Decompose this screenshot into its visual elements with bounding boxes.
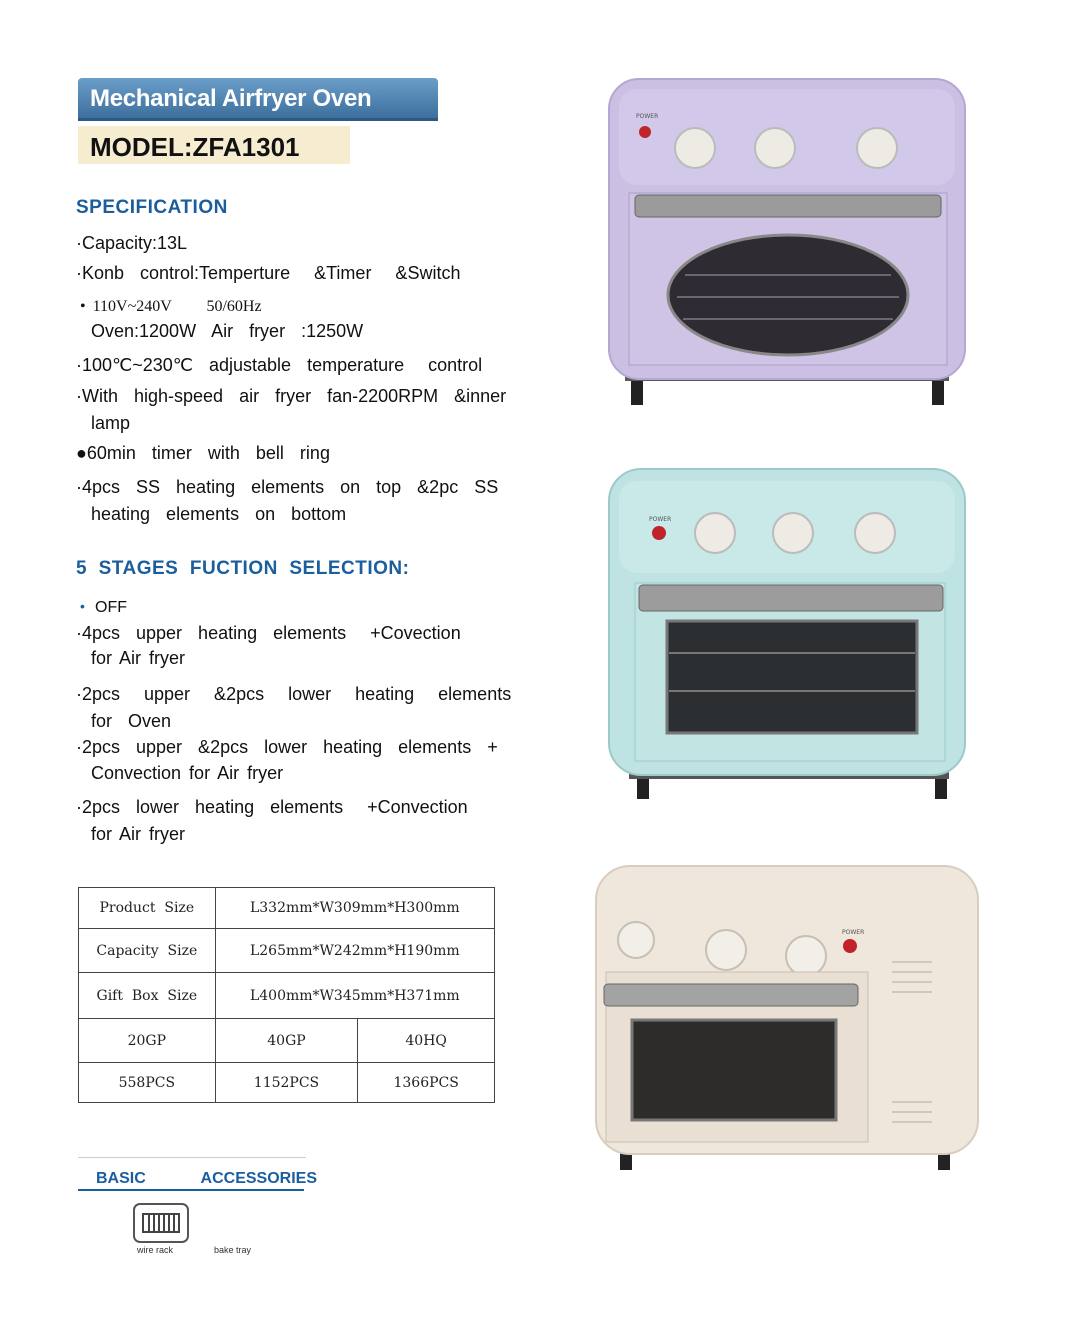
- oven-image-purple: [605, 75, 969, 408]
- accessories-heading: BASIC ACCESSORIES: [96, 1170, 317, 1187]
- title-banner: [78, 78, 438, 118]
- accessory-label: bake tray: [214, 1245, 252, 1255]
- function-item: ·2pcs upper &2pcs lower heating elements: [76, 684, 512, 704]
- model-banner: [78, 126, 350, 164]
- power-label: POWER: [842, 929, 865, 936]
- container-header: 40HQ: [358, 1019, 495, 1063]
- table-row: [79, 1019, 495, 1063]
- function-item: ·2pcs lower heating elements +Convection: [76, 797, 468, 817]
- function-item: Convection for Air fryer: [91, 763, 284, 783]
- spec-item: ●60min timer with bell ring: [76, 443, 330, 463]
- table-row: [79, 888, 495, 929]
- spec-item: • 110V~240V 50/60Hz: [80, 298, 262, 315]
- spec-item: ·4pcs SS heating elements on top &2pc SS: [76, 477, 499, 497]
- table-value: L400mm*W345mm*H371mm: [215, 973, 494, 1019]
- table-row: [79, 973, 495, 1019]
- table-label: Product Size: [79, 888, 216, 929]
- bullet-icon: •: [80, 598, 85, 614]
- spec-item: ·100℃~230℃ adjustable temperature control: [76, 355, 483, 375]
- function-item: ·2pcs upper &2pcs lower heating elements +: [76, 737, 498, 757]
- function-item: ·4pcs upper heating elements +Covection: [76, 623, 461, 643]
- product-title: Mechanical Airfryer Oven: [90, 85, 372, 112]
- spec-item: ·Capacity:13L: [76, 233, 188, 253]
- function-off: OFF: [95, 599, 127, 616]
- wire-rack-icon: [133, 1203, 189, 1243]
- oven-image-cream: [592, 862, 982, 1172]
- functions-heading: 5 STAGES FUCTION SELECTION:: [76, 558, 410, 579]
- accessory-label: wire rack: [137, 1245, 174, 1255]
- spec-item: lamp: [91, 413, 131, 433]
- container-header: 40GP: [215, 1019, 358, 1063]
- container-value: 558PCS: [79, 1063, 216, 1103]
- function-item: for Air fryer: [91, 824, 186, 844]
- divider: [78, 1157, 306, 1158]
- table-label: Gift Box Size: [79, 973, 216, 1019]
- size-table: [78, 887, 495, 1103]
- function-item: for Oven: [91, 711, 172, 731]
- spec-item: ·With high-speed air fryer fan-2200RPM &inner: [76, 386, 507, 406]
- model-number: MODEL:ZFA1301: [90, 132, 300, 162]
- container-header: 20GP: [79, 1019, 216, 1063]
- function-item: for Air fryer: [91, 648, 186, 668]
- power-label: POWER: [649, 516, 672, 523]
- table-value: L265mm*W242mm*H190mm: [215, 929, 494, 973]
- table-label: Capacity Size: [79, 929, 216, 973]
- table-row: [79, 1063, 495, 1103]
- spec-item: Oven:1200W Air fryer :1250W: [91, 321, 364, 341]
- table-value: L332mm*W309mm*H300mm: [215, 888, 494, 929]
- container-value: 1152PCS: [215, 1063, 358, 1103]
- spec-item: heating elements on bottom: [91, 504, 347, 524]
- container-value: 1366PCS: [358, 1063, 495, 1103]
- title-underline: [78, 118, 438, 121]
- power-label: POWER: [636, 113, 659, 120]
- table-row: [79, 929, 495, 973]
- spec-item: ·Konb control:Temperture &Timer &Switch: [76, 263, 461, 283]
- heading-underline: [78, 1189, 304, 1191]
- specification-heading: SPECIFICATION: [76, 197, 228, 218]
- oven-image-mint: [605, 465, 969, 800]
